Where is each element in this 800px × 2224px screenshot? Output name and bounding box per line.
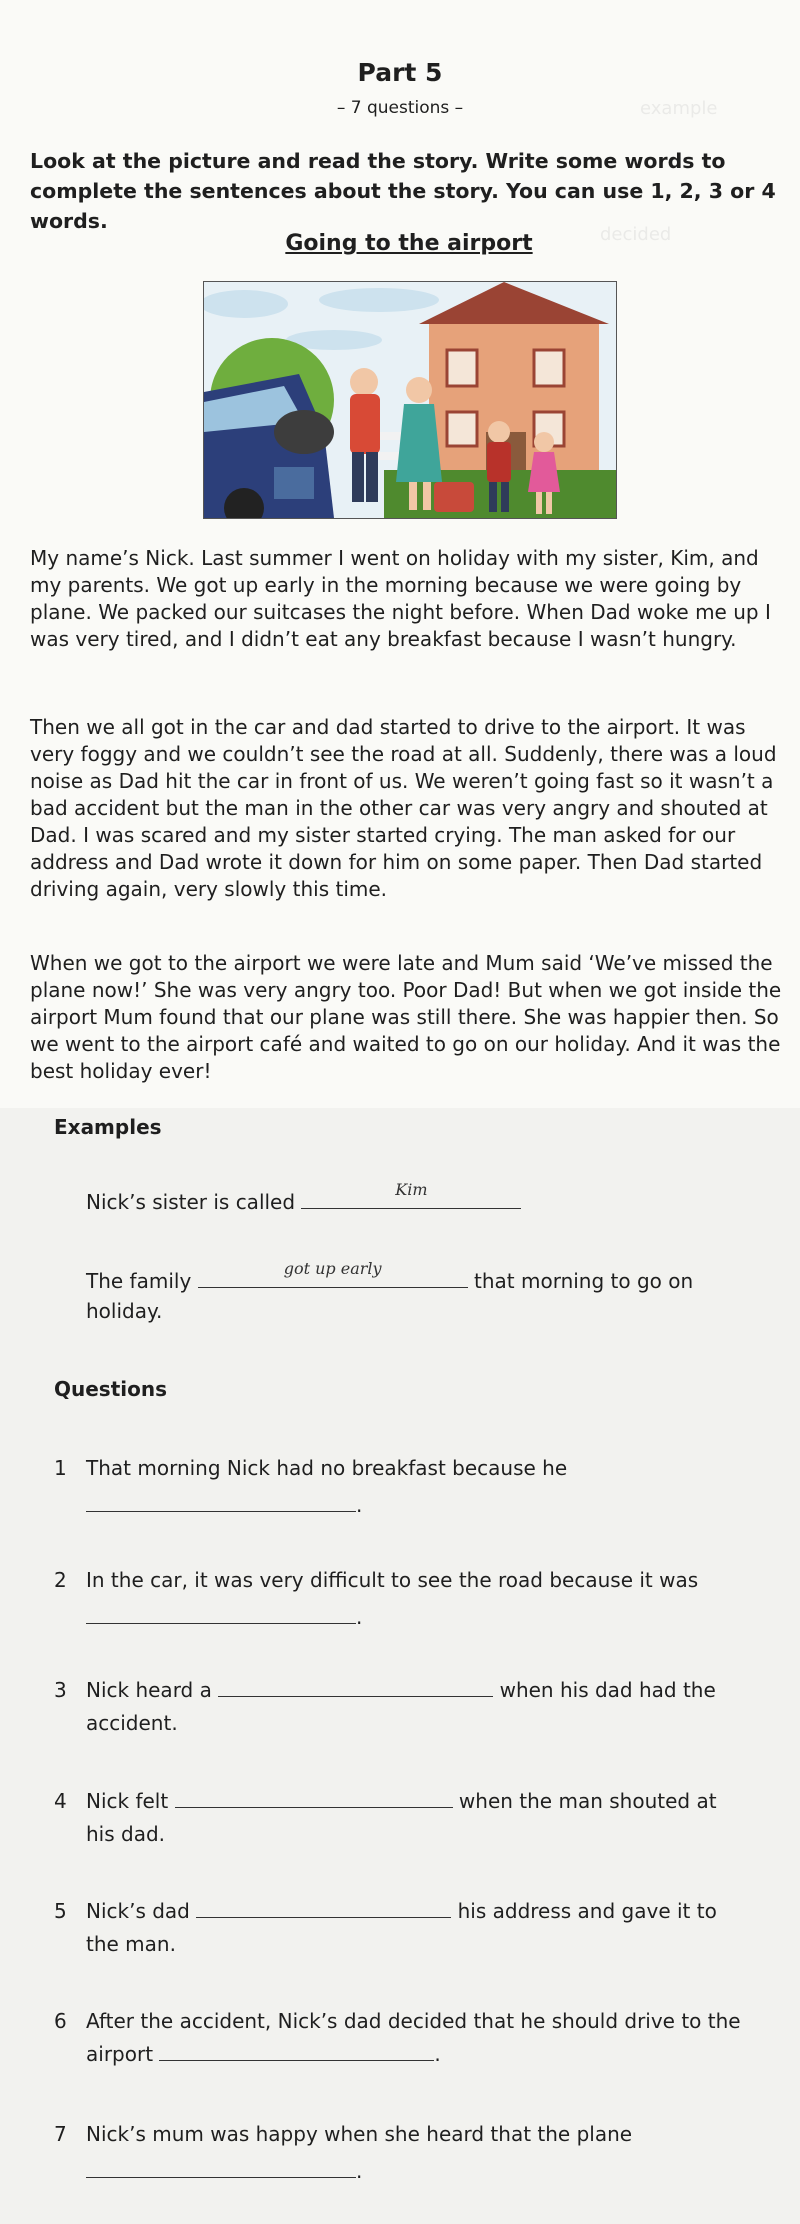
example-2 [86, 1259, 694, 1296]
question-5-text-after: his address and gave it to [457, 1899, 717, 1923]
question-4-answer-field[interactable] [175, 1785, 453, 1808]
question-2-period: . [356, 1605, 363, 1629]
example-1 [86, 1180, 521, 1217]
question-3 [86, 1674, 766, 1740]
story-illustration [203, 281, 617, 519]
example-1-text: Nick’s sister is called [86, 1190, 296, 1214]
question-6 [86, 2005, 766, 2071]
question-6-text: After the accident, Nick’s dad decided that he should drive to the [86, 2009, 741, 2033]
question-5-text: Nick’s dad [86, 1899, 190, 1923]
question-3-text: Nick heard a [86, 1678, 212, 1702]
question-2-text: In the car, it was very difficult to see the road because it was [86, 1568, 699, 1592]
question-1-period: . [356, 1493, 363, 1517]
example-2-text: The family [86, 1269, 192, 1293]
question-4 [86, 1785, 766, 1851]
question-2-number: 2 [54, 1568, 67, 1592]
question-4-text: Nick felt [86, 1789, 169, 1813]
family-airport-illustration [204, 282, 616, 518]
question-5-answer-field[interactable] [196, 1895, 451, 1918]
bleed-through-text: decided [600, 224, 672, 245]
part-title: Part 5 [357, 58, 443, 87]
question-5-line-2: the man. [86, 1932, 176, 1956]
question-3-text-after: when his dad had the [499, 1678, 716, 1702]
question-4-number: 4 [54, 1789, 67, 1813]
examples-heading: Examples [54, 1115, 162, 1139]
example-2-answer: got up early [283, 1259, 382, 1278]
example-1-blank [301, 1180, 521, 1209]
question-6-number: 6 [54, 2009, 67, 2033]
question-3-answer-field[interactable] [218, 1674, 493, 1697]
question-3-line-2: accident. [86, 1711, 178, 1735]
question-count: – 7 questions – [336, 98, 464, 118]
instructions: Look at the picture and read the story. Write some words to complete the sentences about the story. You can use 1, 2, 3 or 4 words. [30, 149, 776, 233]
question-7 [86, 2118, 766, 2188]
story-paragraph-1: My name’s Nick. Last summer I went on holiday with my sister, Kim, and my parents. We got up early in the morning because we were going by plane. We packed our suitcases the night before. When Dad woke me up I was very tired, and I didn’t eat any breakfast because I wasn’t hungry. [30, 546, 771, 651]
question-7-period: . [356, 2159, 363, 2183]
question-5 [86, 1895, 766, 1961]
question-7-answer-field[interactable] [86, 2155, 356, 2178]
question-3-number: 3 [54, 1678, 67, 1702]
story-title: Going to the airport [285, 231, 533, 256]
question-7-number: 7 [54, 2122, 67, 2146]
questions-heading: Questions [54, 1377, 168, 1401]
story-paragraph-3: When we got to the airport we were late and Mum said ‘We’ve missed the plane now!’ She was very angry too. Poor Dad! But when we got inside the airport Mum found that our plane was still there. She was happier then. So we went to the airport café and waited to go on our holiday. And it was the best holiday ever! [30, 951, 782, 1083]
question-2-answer-field[interactable] [86, 1601, 356, 1624]
question-1-answer-field[interactable] [86, 1489, 356, 1512]
example-2-text-after: that morning to go on [474, 1269, 694, 1293]
question-6-answer-field[interactable] [159, 2038, 434, 2061]
example-2-line-2: holiday. [86, 1299, 163, 1323]
example-1-answer: Kim [395, 1180, 428, 1199]
question-1-number: 1 [54, 1456, 67, 1480]
question-6-period: . [434, 2042, 441, 2066]
question-2 [86, 1564, 766, 1634]
question-1 [86, 1452, 766, 1522]
question-4-line-2: his dad. [86, 1822, 166, 1846]
question-4-text-after: when the man shouted at [458, 1789, 717, 1813]
example-2-blank [198, 1259, 468, 1288]
story-paragraph-2: Then we all got in the car and dad started to drive to the airport. It was very foggy and we couldn’t see the road at all. Suddenly, there was a loud noise as Dad hit the car in front of us. We weren’t going fast so it wasn’t a bad accident but the man in the other car was very angry and shouted at Dad. I was scared and my sister started crying. The man asked for our address and Dad wrote it down for him on some paper. Then Dad started driving again, very slowly this time. [30, 715, 777, 901]
question-1-text: That morning Nick had no breakfast because he [86, 1456, 568, 1480]
question-5-number: 5 [54, 1899, 67, 1923]
bleed-through-text: example [640, 98, 718, 119]
question-6-text-2: airport [86, 2042, 154, 2066]
question-7-text: Nick’s mum was happy when she heard that the plane [86, 2122, 633, 2146]
